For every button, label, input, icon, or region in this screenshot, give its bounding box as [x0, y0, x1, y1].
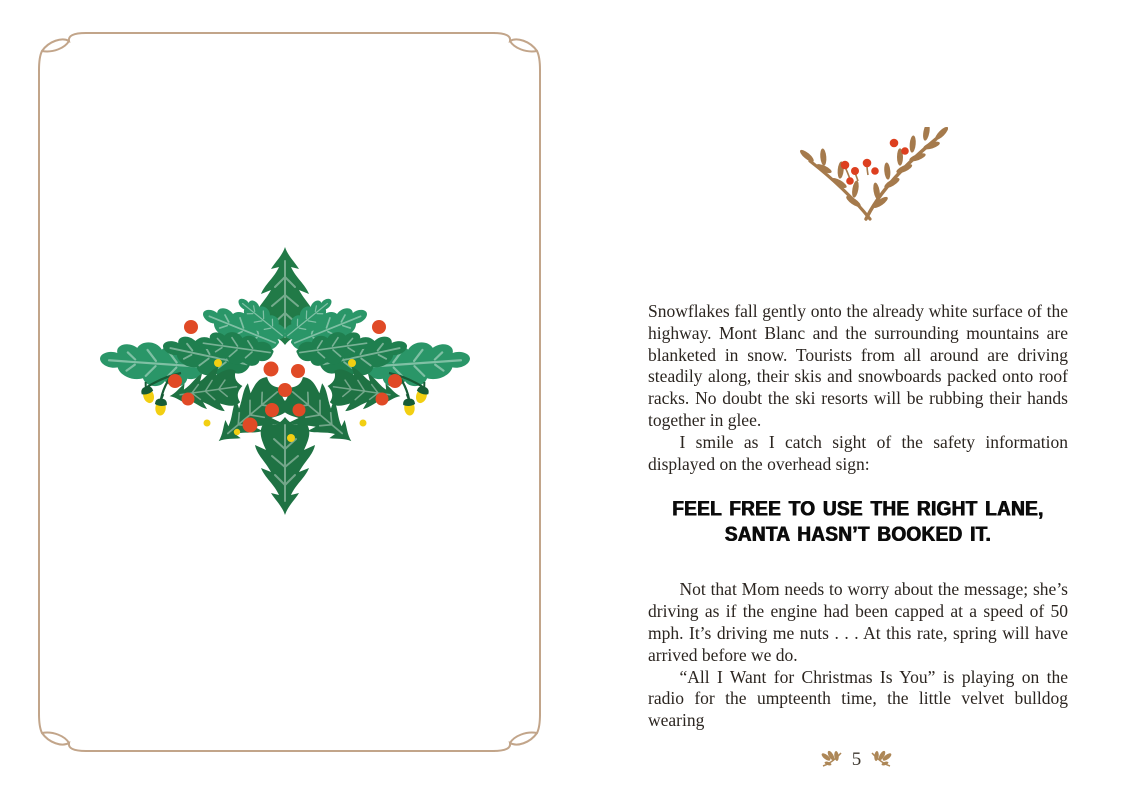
corner-flourish-top-right-icon: [493, 33, 540, 70]
wheat-flourish-right-icon: [870, 750, 892, 768]
page-footer: [571, 746, 1142, 772]
paragraph: “All I Want for Christmas Is You” is playing on the radio for the umpteenth time, the little velvet bulldog wearing: [648, 666, 1068, 731]
body-text: [648, 301, 1068, 732]
wheat-flourish-left-icon: [821, 750, 843, 768]
paragraph: I smile as I catch sight of the safety information displayed on the overhead sign:: [648, 431, 1068, 474]
holly-ornament-illustration: [85, 241, 485, 521]
page-number: 5: [851, 748, 862, 770]
paragraph: Not that Mom needs to worry about the message; she’s driving as if the engine had been capped at a speed of 50 mph. It’s driving me nuts . . . At this rate, spring will have arrived before we do.: [648, 579, 1068, 665]
right-page: [571, 0, 1142, 799]
corner-flourish-top-left-icon: [39, 33, 86, 70]
corner-flourish-bottom-right-icon: [493, 714, 540, 751]
corner-flourish-bottom-left-icon: [39, 714, 86, 751]
berry-sprig-illustration: [788, 127, 948, 223]
overhead-sign-text: [648, 497, 1068, 549]
paragraph: Snowflakes fall gently onto the already white surface of the highway. Mont Blanc and the surrounding mountains are blanketed in snow. Tourists from all around are driving steadily along, their skis and snowboards packed onto roof racks. No doubt the ski resorts will be rubbing their hands together in glee.: [648, 301, 1068, 430]
sign-line-2: SANTA HASN’T BOOKED IT.: [724, 523, 992, 548]
sign-line-1: FEEL FREE TO USE THE RIGHT LANE,: [672, 497, 1044, 522]
